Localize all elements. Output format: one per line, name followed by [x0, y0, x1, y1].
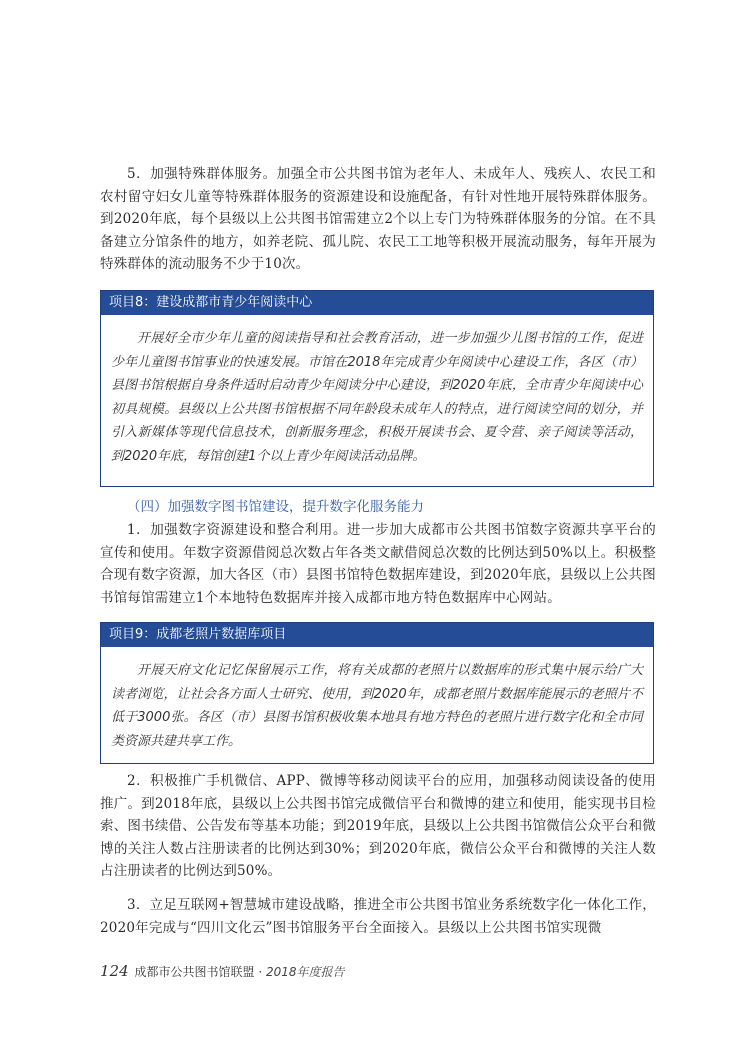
project-9-body: 开展天府文化记忆保留展示工作，将有关成都的老照片以数据库的形式集中展示给广大读者浏览，让社会各方面人士研究、使用，到2020年，成都老照片数据库能展示的老照片不低于3000张。各区（市）县图书馆积极收集本地具有地方特色的老照片进行数字化和全市同类资源共建共享工作。	[111, 663, 643, 749]
publication-name: 成都市公共图书馆联盟	[134, 965, 255, 979]
project-8-body: 开展好全市少年儿童的阅读指导和社会教育活动，进一步加强少儿图书馆的工作，促进少年儿童图书馆事业的快速发展。市馆在2018年完成青少年阅读中心建设工作，各区（市）县图书馆根据自身条件适时启动青少年阅读分中心建设，到2020年底，全市青少年阅读中心初具规模。县级以上公共图书馆根据不同年龄段未成年人的特点，进行阅读空间的划分，并引入新媒体等现代信息技术，创新服务理念，积极开展读书会、夏令营、亲子阅读等活动，到2020年底，每馆创建1个以上青少年阅读活动品牌。	[111, 331, 643, 464]
project-8-box	[100, 290, 654, 487]
project-9-title: 项目9：成都老照片数据库项目	[101, 623, 653, 647]
footer-separator: ·	[258, 965, 263, 979]
paragraph-special-groups: 5．加强特殊群体服务。加强全市公共图书馆为老年人、未成年人、残疾人、农民工和农村留守妇女儿童等特殊群体服务的资源建设和设施配备，有针对性地开展特殊群体服务。到2020年底，每个县级以上公共图书馆需建立2个以上专门为特殊群体服务的分馆。在不具备建立分馆条件的地方，如养老院、孤儿院、农民工工地等积极开展流动服务，每年开展为特殊群体的流动服务不少于10次。	[100, 166, 656, 272]
page-footer	[100, 962, 345, 980]
paragraph-digital-resources: 1．加强数字资源建设和整合利用。进一步加大成都市公共图书馆数字资源共享平台的宣传和使用。年数字资源借阅总次数占年各类文献借阅总次数的比例达到50%以上。积极整合现有数字资源，加大各区（市）县图书馆特色数据库建设，到2020年底，县级以上公共图书馆每馆需建立1个本地特色数据库并接入成都市地方特色数据库中心网站。	[100, 522, 656, 606]
paragraph-smart-city: 3．立足互联网+智慧城市建设战略，推进全市公共图书馆业务系统数字化一体化工作，2020年完成与“四川文化云”图书馆服务平台全面接入。县级以上公共图书馆实现微	[100, 897, 656, 936]
section-4-heading: （四）加强数字图书馆建设，提升数字化服务能力	[127, 499, 424, 515]
report-subtitle: 2018年度报告	[265, 965, 345, 979]
page-number: 124	[100, 962, 129, 980]
paragraph-mobile-reading: 2．积极推广手机微信、APP、微博等移动阅读平台的应用，加强移动阅读设备的使用推广。到2018年底，县级以上公共图书馆完成微信平台和微博的建立和使用，能实现书目检索、图书续借、公告发布等基本功能；到2019年底，县级以上公共图书馆微信公众平台和微博的关注人数占注册读者的比例达到30%；到2020年底，微信公众平台和微博的关注人数占注册读者的比例达到50%。	[100, 773, 656, 879]
project-9-box	[100, 622, 654, 764]
project-8-title: 项目8：建设成都市青少年阅读中心	[101, 291, 653, 315]
